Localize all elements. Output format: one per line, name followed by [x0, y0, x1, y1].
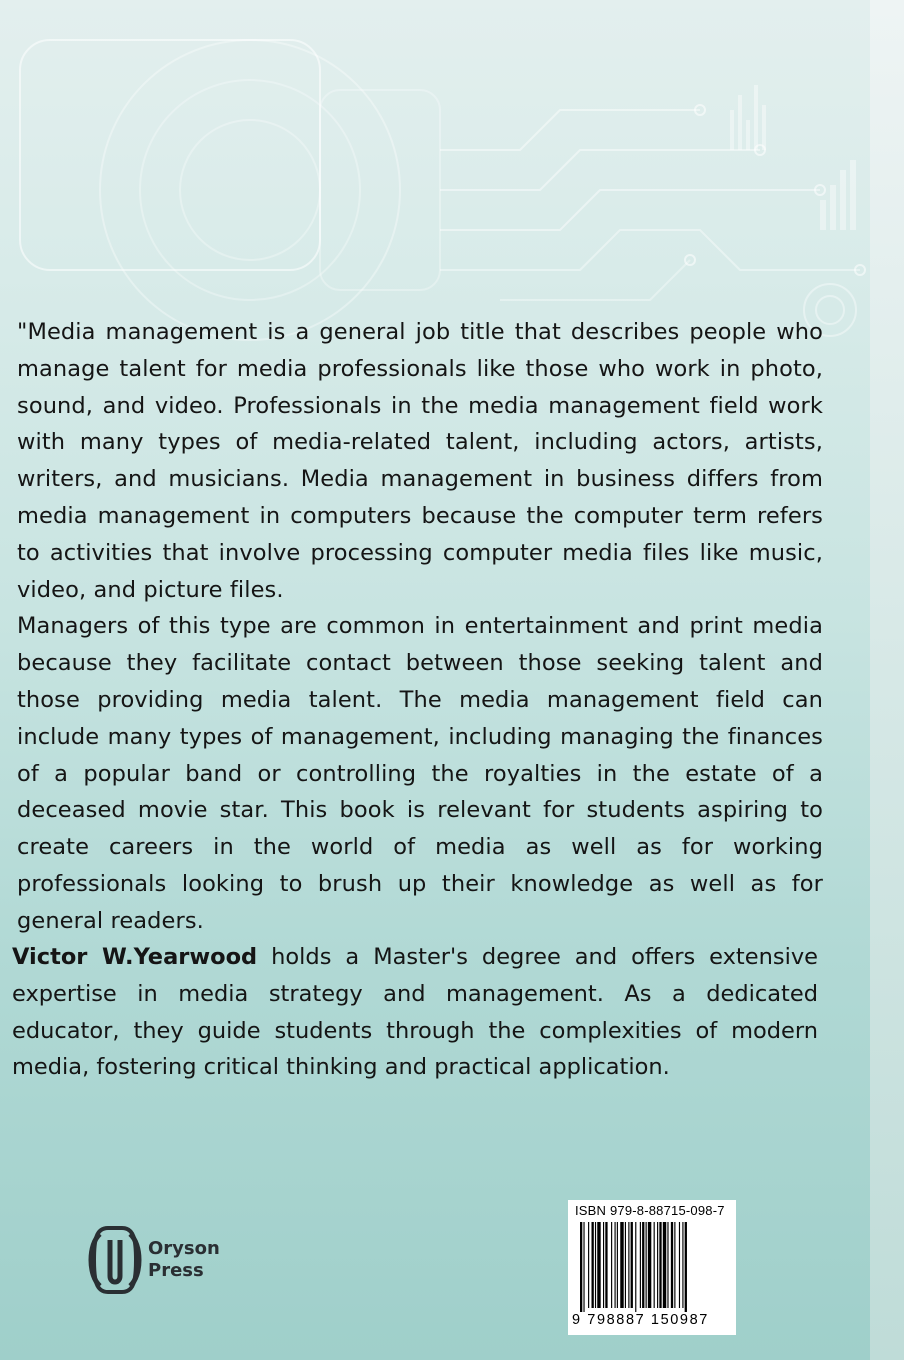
barcode-bar: [628, 1222, 629, 1308]
barcode-bar: [603, 1222, 604, 1308]
publisher-logo: [86, 1220, 246, 1300]
barcode-bar: [642, 1222, 644, 1308]
barcode-digits: 9 798887 150987: [572, 1312, 709, 1328]
barcode-bar: [605, 1222, 607, 1308]
barcode-bar: [597, 1222, 600, 1308]
camera-circuit-background-art: [0, 0, 870, 360]
barcode-bar: [615, 1222, 616, 1308]
barcode-bar: [611, 1222, 612, 1308]
barcode-bar: [674, 1222, 675, 1308]
barcode-bar: [648, 1222, 651, 1308]
barcode-bar: [657, 1222, 658, 1308]
book-description: [17, 314, 823, 940]
barcode-bar: [679, 1222, 680, 1308]
publisher-name-line-1: Oryson: [148, 1238, 220, 1259]
author-bio: [12, 939, 818, 1086]
barcode-bar: [595, 1222, 596, 1308]
barcode-bar: [617, 1222, 618, 1308]
barcode-bar: [592, 1222, 594, 1308]
barcode-bar: [640, 1222, 641, 1308]
author-bio-paragraph: [12, 939, 818, 1086]
author-bio-text: holds a Master's degree and offers extensive expertise in media strategy and management. As a dedicated educator, they guide students through the complexities of modern media, fostering critical thinking and practical application.: [12, 944, 818, 1081]
cover-edge-strip: [870, 0, 904, 1360]
barcode-bar: [620, 1222, 623, 1308]
barcode-bar: [646, 1222, 647, 1308]
isbn-barcode: [568, 1200, 736, 1335]
description-paragraph-1: "Media management is a general job title that describes people who manage talent for media professionals like those who work in photo, sound, and video. Professionals in the media management field work with many types of media-related talent, including actors, artists, writers, and musicians. Media management in business differs from media management in computers because the computer term refers to activities that involve processing computer media files like music, video, and picture files.: [17, 319, 823, 603]
description-paragraph-2: Managers of this type are common in entertainment and print media because they facilitate contact between those seeking talent and those providing media talent. The media management field can include many types of management, including managing the finances of a popular band or controlling the royalties in the estate of a deceased movie star. This book is relevant for students aspiring to create careers in the world of media as well as for working professionals looking to brush up their knowledge as well as for general readers.: [17, 613, 823, 934]
barcode-bar: [580, 1222, 582, 1312]
publisher-name: [148, 1238, 220, 1282]
barcode-bar: [583, 1222, 584, 1312]
author-name: Victor W.Yearwood: [12, 944, 258, 970]
barcode-bar: [671, 1222, 673, 1308]
publisher-logo-icon: [86, 1220, 144, 1300]
barcode-bar: [588, 1222, 589, 1308]
barcode-bar: [625, 1222, 626, 1308]
barcode-bar: [631, 1222, 633, 1308]
barcode-bars: [572, 1222, 732, 1312]
barcode-bar: [663, 1222, 666, 1308]
barcode-bar: [659, 1222, 661, 1308]
barcode-bar: [682, 1222, 683, 1308]
barcode-bar: [654, 1222, 655, 1308]
barcode-bar: [667, 1222, 668, 1308]
barcode-bar: [635, 1222, 636, 1312]
publisher-name-line-2: Press: [148, 1260, 204, 1281]
barcode-bar: [685, 1222, 687, 1312]
isbn-label: ISBN 979-8-88715-098-7: [575, 1203, 725, 1218]
